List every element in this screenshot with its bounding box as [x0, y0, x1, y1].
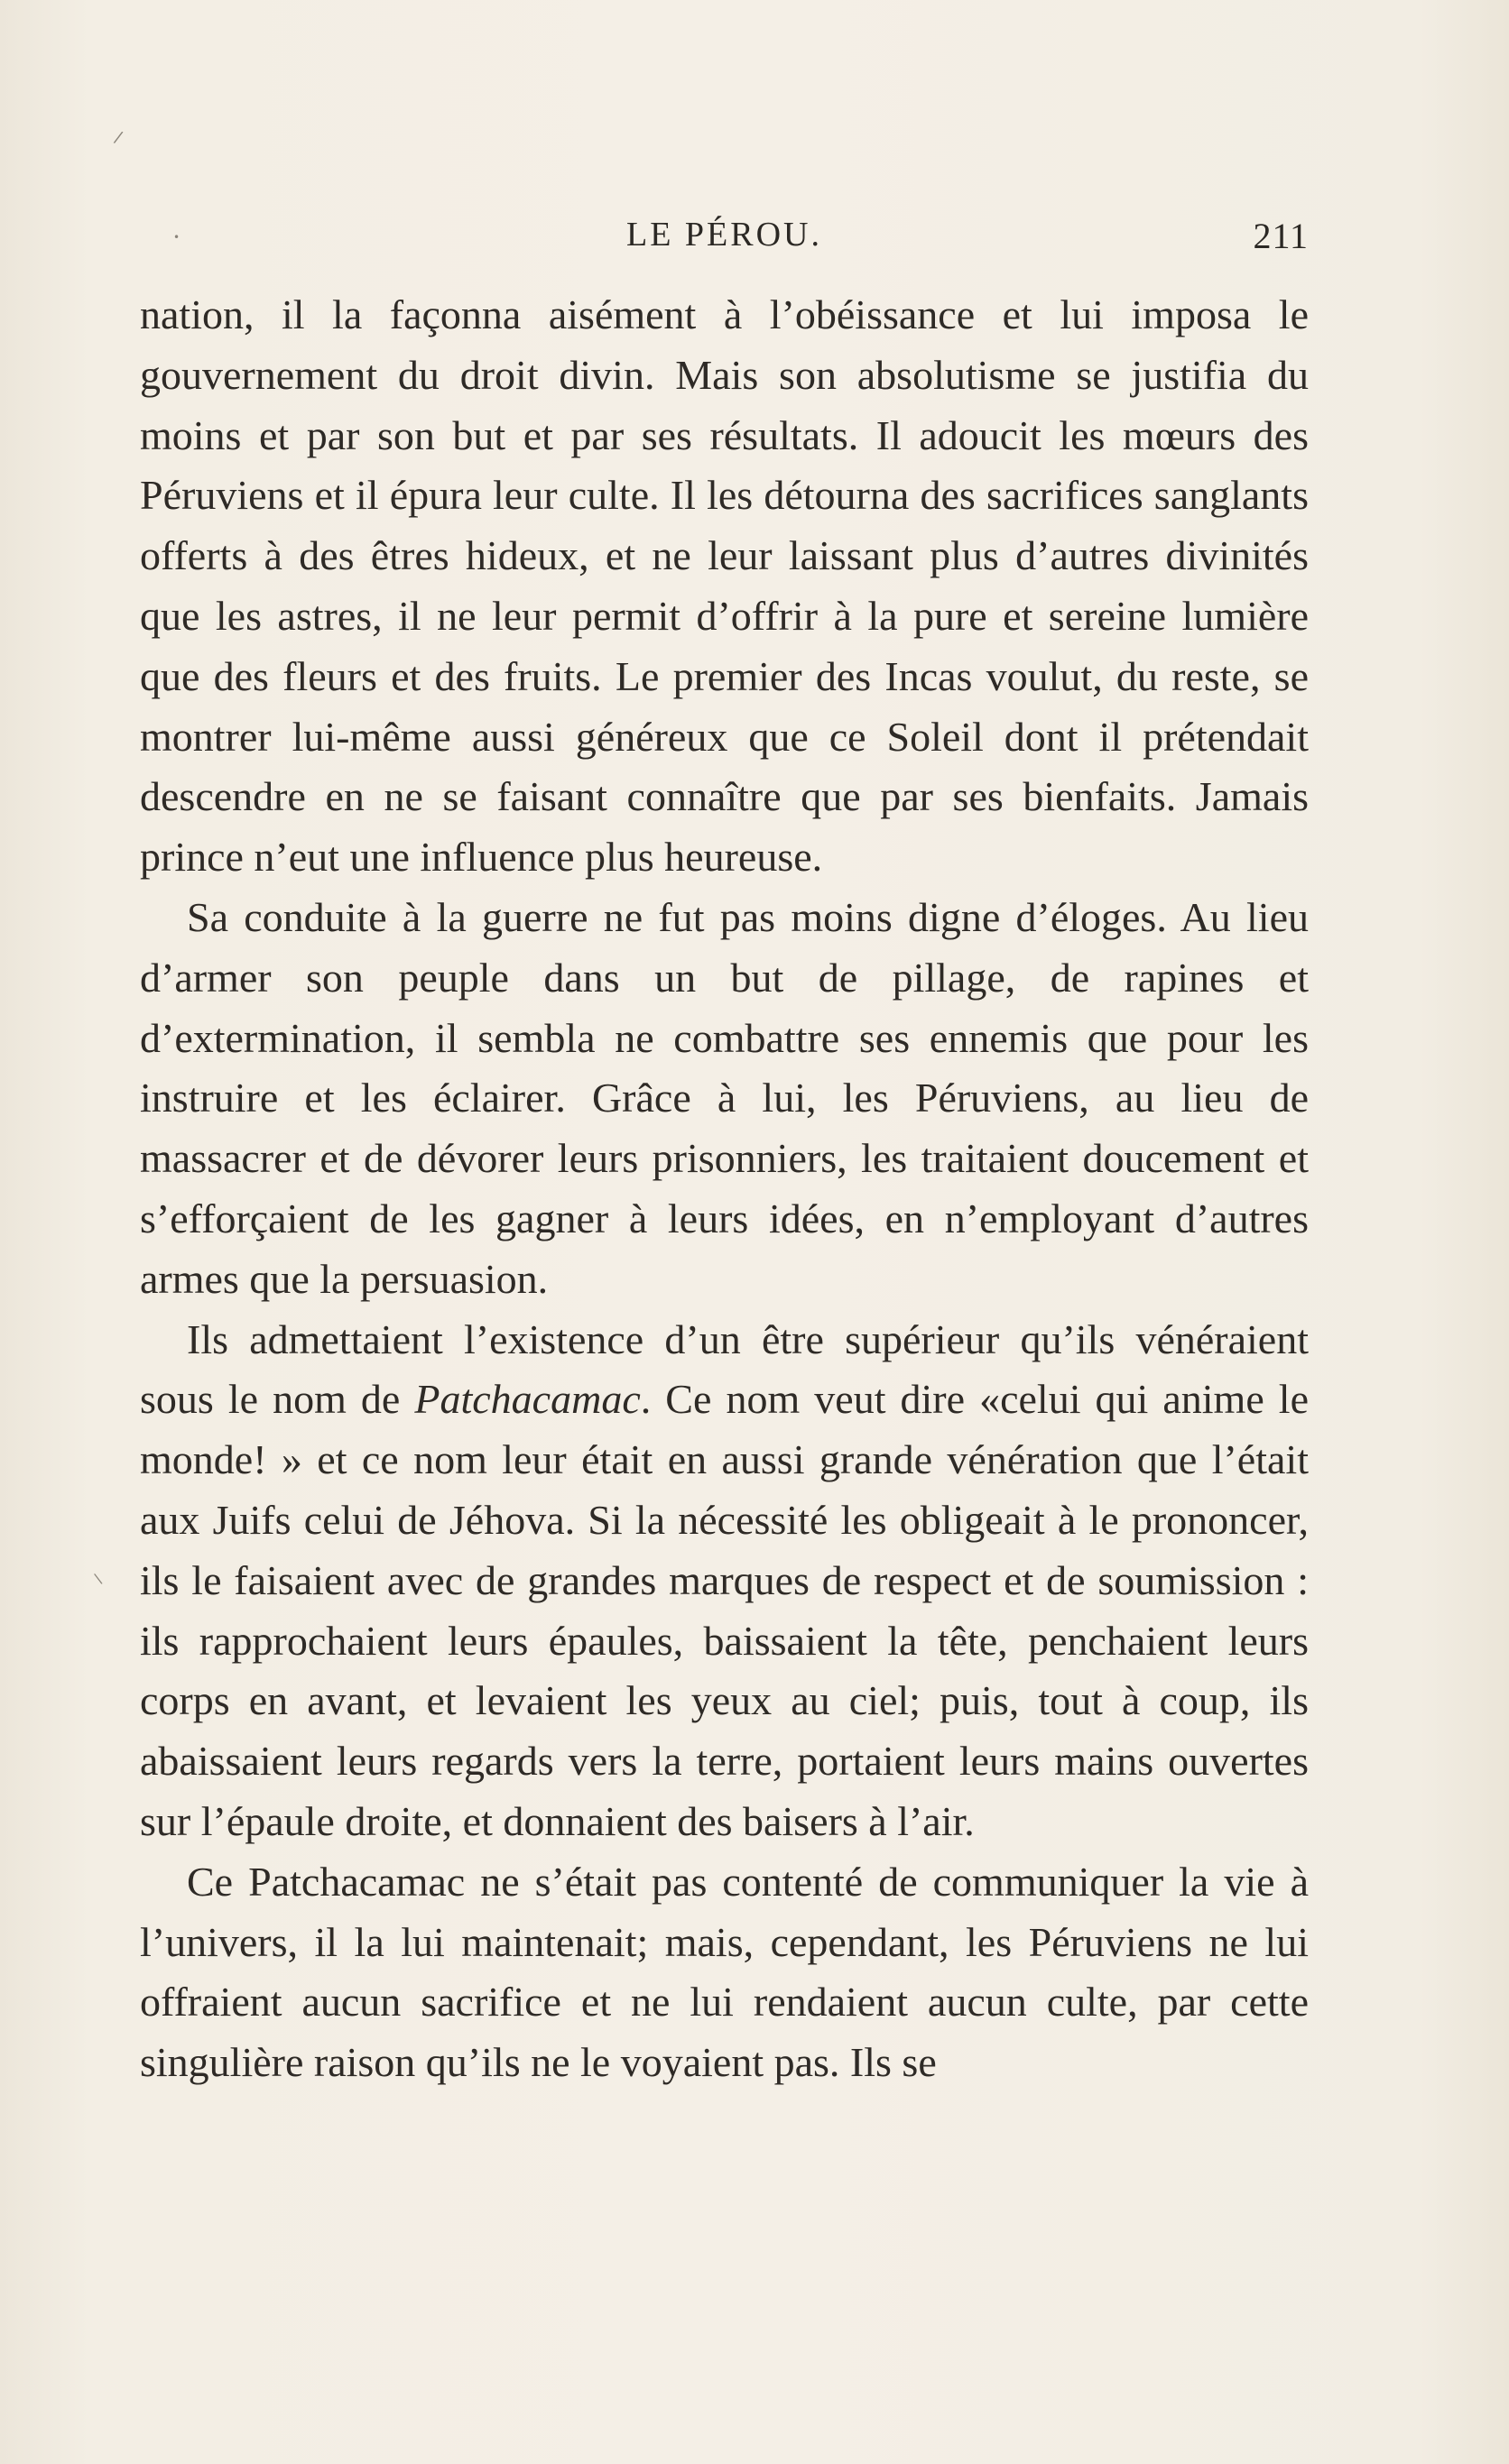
paragraph-2-text: Sa conduite à la guerre ne fut pas moins digne d’éloges. Au lieu d’armer son peuple dans un but de pillage, de rapines et d’extermination, il sembla ne combattre ses ennemis que pour les instruire et les éclairer. Grâce à lui, les Péruviens, au lieu de massacrer et de dévorer leurs prisonniers, les traitaient doucement et s’efforçaient de les gagner à leurs idées, en n’employant d’autres armes que la persuasion. — [140, 893, 1309, 1302]
running-head — [140, 215, 1309, 269]
paragraph-3-text-after: . Ce nom veut dire «celui qui anime le monde! » et ce nom leur était en aussi grande vénération que l’était aux Juifs celui de Jéhova. Si la nécessité les obligeait à le prononcer, ils le faisaient avec de grandes marques de respect et de soumission : ils rapprochaient leurs épaules, baissaient la tête, penchaient leurs corps en avant, et levaient les yeux au ciel; puis, tout à coup, ils abaissaient leurs regards vers la terre, portaient leurs mains ouvertes sur l’épaule droite, et donnaient des baisers à l’air. — [140, 1376, 1309, 1844]
header-dot-mark: • — [173, 231, 181, 244]
paragraph-3-text-before: Ils admettaient l’existence d’un être supérieur qu’ils vénéraient sous le nom de — [140, 1315, 1309, 1423]
page-number: 211 — [1253, 216, 1309, 256]
paragraph-1 — [140, 285, 1309, 888]
paragraph-3 — [140, 1310, 1309, 1852]
margin-speck-mark: \ — [92, 1569, 104, 1588]
body-text — [140, 285, 1309, 2093]
pencil-tick-mark: / — [112, 127, 125, 148]
paragraph-4-text: Ce Patchacamac ne s’était pas contenté de communiquer la vie à l’univers, il la lui maintenait; mais, cependant, les Péruviens ne lui offraient aucun sacrifice et ne lui rendaient aucun culte, par cette singulière raison qu’ils ne le voyaient pas. Ils se — [140, 1858, 1309, 2086]
patchacamac-italic: Patchacamac — [414, 1376, 641, 1423]
paragraph-4 — [140, 1852, 1309, 2093]
running-title: LE PÉROU. — [626, 216, 822, 254]
paragraph-2 — [140, 888, 1309, 1310]
paragraph-1-text: nation, il la façonna aisément à l’obéissance et lui imposa le gouvernement du droit divin. Mais son absolutisme se justifia du moins et par son but et par ses résultats. Il adoucit les mœurs des Péruviens et il épura leur culte. Il les détourna des sacrifices sanglants offerts à des êtres hideux, et ne leur laissant plus d’autres divinités que les astres, il ne leur permit d’offrir à la pure et sereine lumière que des fleurs et des fruits. Le premier des Incas voulut, du reste, se montrer lui-même aussi généreux que ce Soleil dont il prétendait descendre en ne se faisant connaître que par ses bienfaits. Jamais prince n’eut une influence plus heureuse. — [140, 291, 1309, 881]
